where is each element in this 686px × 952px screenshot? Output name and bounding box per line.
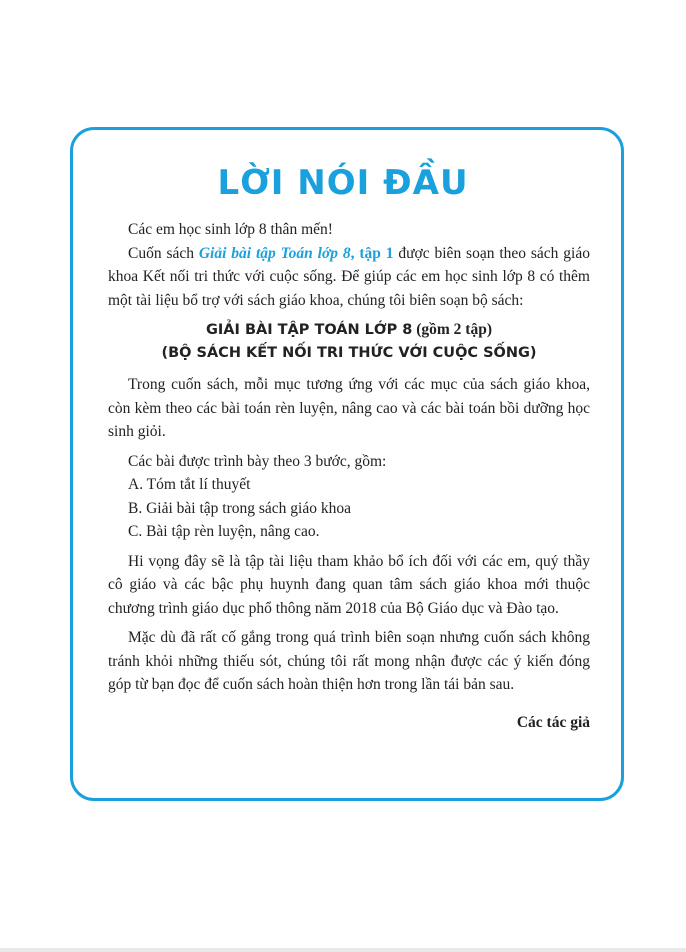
book-title-volume: , tập 1 (350, 244, 394, 262)
feedback-paragraph: Mặc dù đã rất cố gắng trong quá trình biên soạn nhưng cuốn sách không tránh khỏi những thiếu sót, chúng tôi rất mong nhận được các ý kiến đóng góp từ bạn đọc để cuốn sách hoàn thiện hơn trong lần tái bản sau. (108, 629, 590, 693)
list-item: C. Bài tập rèn luyện, nâng cao. (128, 523, 320, 540)
series-volumes: (gồm 2 tập) (412, 321, 493, 338)
signature: Các tác giả (516, 713, 590, 731)
series-title (108, 318, 590, 365)
intro-after: được biên soạn theo sách giáo khoa Kết nối tri thức với cuộc sống. Để giúp các em học sinh lớp 8 có thêm một tài liệu bổ trợ với sách giáo khoa, chúng tôi biên soạn bộ sách: (108, 244, 590, 309)
content-paragraph: Trong cuốn sách, mỗi mục tương ứng với các mục của sách giáo khoa, còn kèm theo các bài toán rèn luyện, nâng cao và các bài toán bồi dưỡng học sinh giỏi. (108, 376, 590, 440)
intro-paragraph (108, 242, 590, 313)
series-name: GIẢI BÀI TẬP TOÁN LỚP 8 (205, 322, 413, 338)
bottom-divider (0, 948, 686, 952)
hope-paragraph: Hi vọng đây sẽ là tập tài liệu tham khảo bổ ích đối với các em, quý thầy cô giáo và các bậc phụ huynh đang quan tâm sách giáo khoa mới thuộc chương trình giáo dục phổ thông năm 2018 của Bộ Giáo dục và Đào tạo. (108, 552, 590, 617)
greeting-paragraph: Các em học sinh lớp 8 thân mến! (128, 221, 333, 238)
book-title (199, 245, 394, 262)
series-title-line2: (BỘ SÁCH KẾT NỐI TRI THỨC VỚI CUỘC SỐNG) (161, 345, 537, 361)
preface-body (108, 218, 590, 734)
book-title-italic: Giải bài tập Toán lớp 8 (198, 244, 351, 262)
steps-intro: Các bài được trình bày theo 3 bước, gồm: (128, 452, 387, 470)
page-title: LỜI NÓI ĐẦU (217, 163, 469, 203)
intro-before: Cuốn sách (128, 244, 199, 262)
series-title-line1 (108, 318, 590, 342)
list-item: B. Giải bài tập trong sách giáo khoa (128, 499, 351, 517)
list-item: A. Tóm tắt lí thuyết (128, 476, 251, 493)
